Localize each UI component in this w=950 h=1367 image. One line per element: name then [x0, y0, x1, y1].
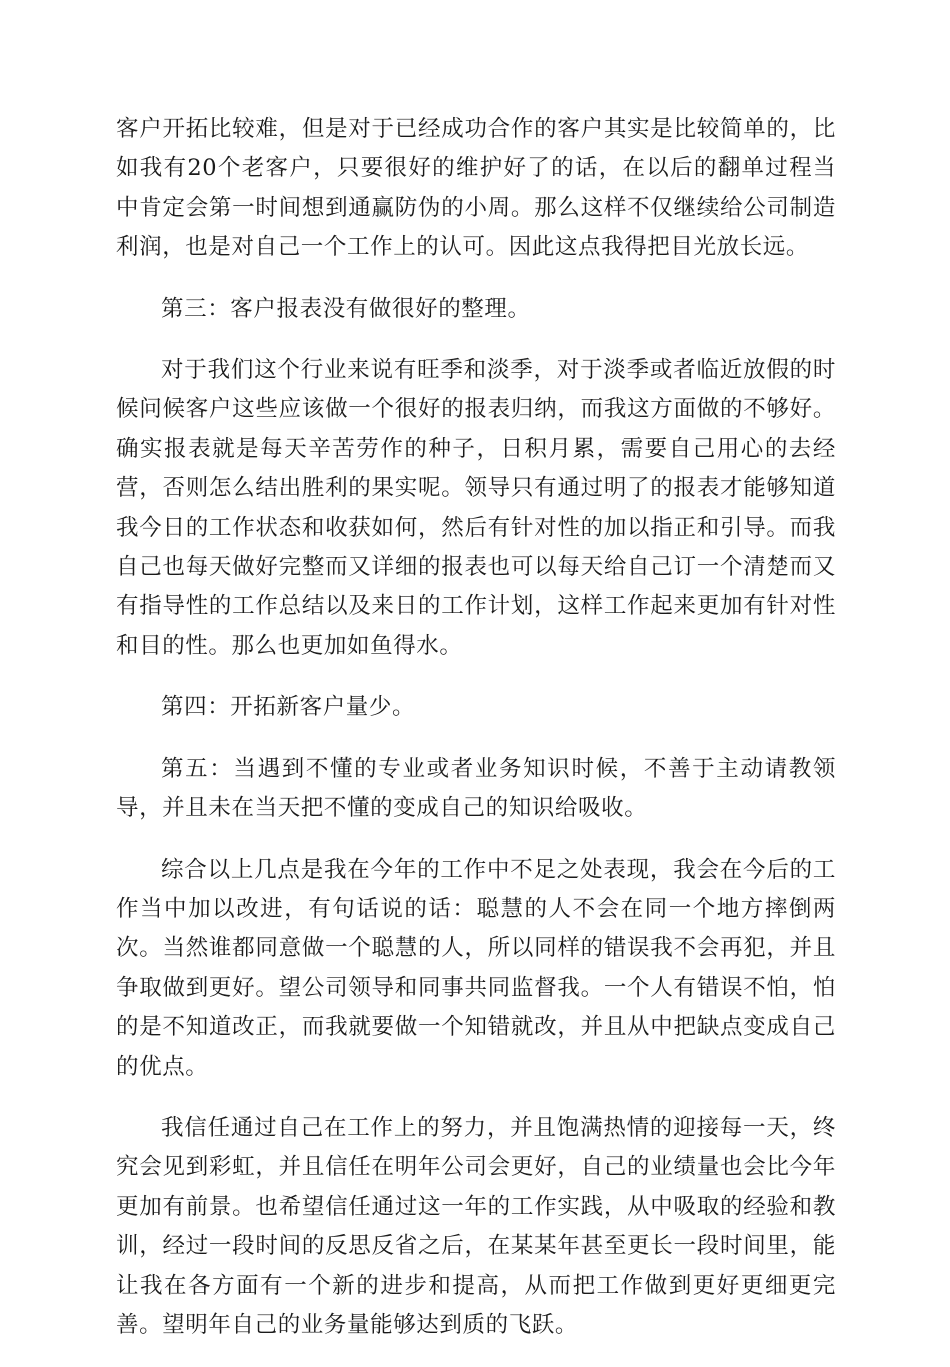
paragraph-point-five: 第五：当遇到不懂的专业或者业务知识时候，不善于主动请教领导，并且未在当天把不懂的变成自己的知识给吸收。	[116, 755, 836, 822]
paragraph-report-organization: 对于我们这个行业来说有旺季和淡季，对于淡季或者临近放假的时候问候客户这些应该做一个很好的报表归纳，而我这方面做的不够好。确实报表就是每天辛苦劳作的种子，日积月累，需要自己用心的去经营，否则怎么结出胜利的果实呢。领导只有通过明了的报表才能够知道我今日的工作状态和收获如何，然后有针对性的加以指正和引导。而我自己也每天做好完整而又详细的报表也可以每天给自己订一个清楚而又有指导性的工作总结以及来日的工作计划，这样工作起来更加有针对性和目的性。那么也更加如鱼得水。	[116, 357, 836, 659]
paragraph-outlook: 我信任通过自己在工作上的努力，并且饱满热情的迎接每一天，终究会见到彩虹，并且信任在明年公司会更好，自己的业绩量也会比今年更加有前景。也希望信任通过这一年的工作实践，从中吸取的经验和教训，经过一段时间的反思反省之后，在某某年甚至更长一段时间里，能让我在各方面有一个新的进步和提高，从而把工作做到更好更细更完善。望明年自己的业务量能够达到质的飞跃。	[116, 1114, 836, 1338]
paragraph-point-three-heading: 第三：客户报表没有做很好的整理。	[161, 295, 531, 322]
paragraph-point-four-heading: 第四：开拓新客户量少。	[161, 694, 416, 721]
document-body	[116, 110, 836, 1367]
paragraph-customer-development: 客户开拓比较难，但是对于已经成功合作的客户其实是比较简单的，比如我有20个老客户，只要很好的维护好了的话，在以后的翻单过程当中肯定会第一时间想到通赢防伪的小周。那么这样不仅继续给公司制造利润，也是对自己一个工作上的认可。因此这点我得把目光放长远。	[116, 116, 836, 261]
paragraph-summary: 综合以上几点是我在今年的工作中不足之处表现，我会在今后的工作当中加以改进，有句话说的话：聪慧的人不会在同一个地方摔倒两次。当然谁都同意做一个聪慧的人，所以同样的错误我不会再犯，并且争取做到更好。望公司领导和同事共同监督我。一个人有错误不怕，怕的是不知道改正，而我就要做一个知错就改，并且从中把缺点变成自己的优点。	[116, 856, 836, 1080]
